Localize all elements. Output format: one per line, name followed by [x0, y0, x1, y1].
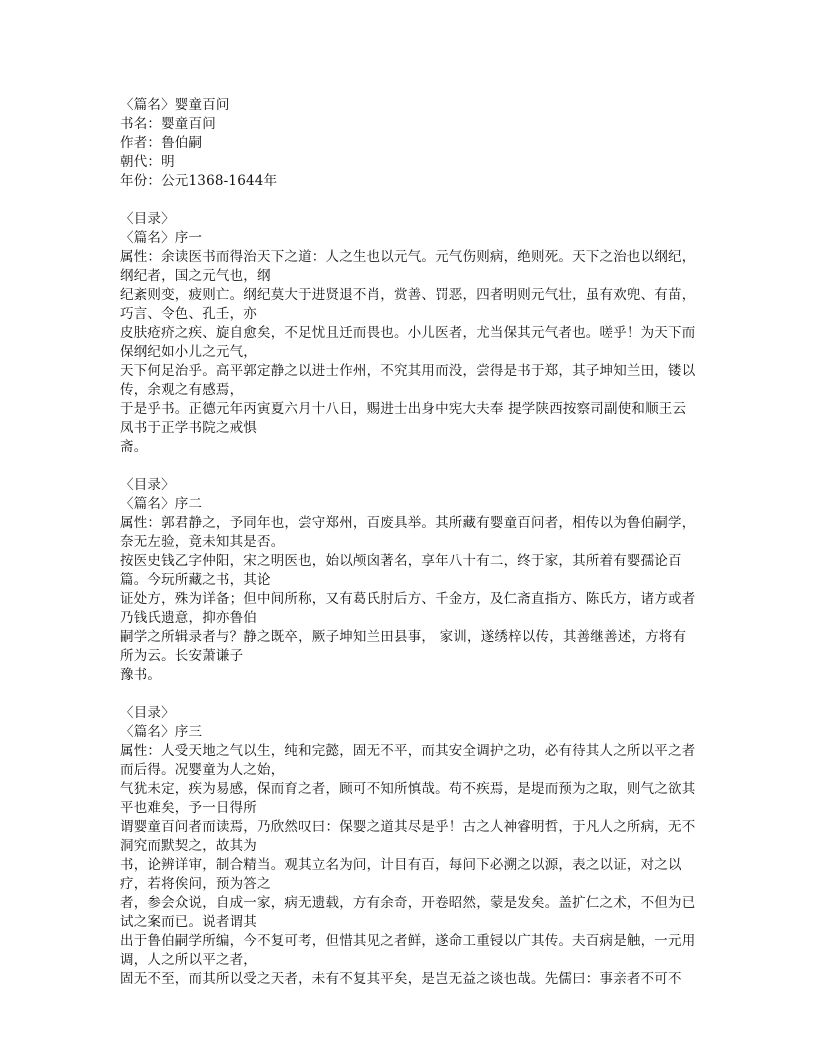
header-block — [120, 96, 696, 191]
section-title: 〈篇名〉序一 — [120, 230, 203, 246]
paragraph-line: 属性：人受天地之气以生，纯和完懿，固无不平，而其安全调护之功，必有待其人之所以平之者而后得。况婴童为人之始， — [120, 743, 696, 778]
spacer — [120, 685, 696, 704]
section-preface-1 — [120, 210, 696, 457]
author: 作者：鲁伯嗣 — [120, 135, 203, 151]
paragraph-line: 天下何足治乎。高平郭定静之以进士作州，不究其用而没，尝得是书于郑，其子坤知兰田，镂以传，余观之有感焉， — [120, 363, 696, 398]
section-preface-3 — [120, 704, 696, 989]
section-preface-2 — [120, 476, 696, 685]
paragraph-line: 属性：郭君静之，予同年也，尝守郑州，百废具举。其所藏有婴童百问者，相传以为鲁伯嗣学，奈无左验，竟未知其是否。 — [120, 515, 696, 550]
toc-label: 〈目录〉 — [120, 477, 175, 493]
paragraph-line: 证处方，殊为详备；但中间所称，又有葛氏肘后方、千金方，及仁斋直指方、陈氏方，诸方或者乃钱氏遗意，抑亦鲁伯 — [120, 591, 696, 626]
paragraph-line: 斋。 — [120, 439, 148, 455]
paragraph-line: 属性：余读医书而得治天下之道：人之生也以元气。元气伤则病，绝则死。天下之治也以纲纪，纲纪者，国之元气也，纲 — [120, 249, 696, 284]
dynasty: 朝代：明 — [120, 154, 175, 170]
paragraph-line: 纪紊则变，疲则亡。纲纪莫大于进贤退不肖，赏善、罚恶，四者明则元气壮，虽有欢兜、有苗，巧言、令色、孔壬，亦 — [120, 287, 696, 322]
paragraph-line: 于是乎书。正德元年丙寅夏六月十八日，赐进士出身中宪大夫奉 提学陕西按察司副使和顺王云凤书于正学书院之戒惧 — [120, 401, 687, 436]
chapter-title: 〈篇名〉婴童百问 — [120, 97, 230, 113]
paragraph-line: 嗣学之所辑录者与？静之既卒，厥子坤知兰田县事， 家训，遂绣梓以传，其善继善述，方将有所为云。长安萧谦子 — [120, 629, 687, 664]
paragraph-line: 皮肤疮疥之疾、旋自愈矣，不足忧且迁而畏也。小儿医者，尤当保其元气者也。嗟乎！为天下而保纲纪如小儿之元气， — [120, 325, 696, 360]
section-title: 〈篇名〉序二 — [120, 496, 203, 512]
paragraph-line: 按医史钱乙字仲阳，宋之明医也，始以颅囟著名，享年八十有二，终于家，其所着有婴孺论百篇。今玩所藏之书，其论 — [120, 553, 682, 588]
paragraph-line: 固无不至，而其所以受之天者，未有不复其平矣，是岂无益之谈也哉。先儒曰：事亲者不可不 — [120, 971, 682, 987]
toc-label: 〈目录〉 — [120, 211, 175, 227]
spacer — [120, 457, 696, 476]
paragraph-line: 谓婴童百问者而读焉，乃欣然叹曰：保婴之道其尽是乎！古之人神睿明哲，于凡人之所病，无不洞究而默契之，故其为 — [120, 819, 696, 854]
spacer — [120, 191, 696, 210]
paragraph-line: 出于鲁伯嗣学所编，今不复可考，但惜其见之者鲜，遂命工重锓以广其传。夫百病是触，一元用调，人之所以平之者， — [120, 933, 696, 968]
paragraph-line: 气犹未定，疾为易感，保而育之者，顾可不知所慎哉。苟不疾焉，是堤而预为之取，则气之欲其平也难矣，予一日得所 — [120, 781, 696, 816]
document-page — [120, 96, 696, 989]
paragraph-line: 书，论辨详审，制合精当。观其立名为问，计目有百，每问下必溯之以源，表之以证，对之以疗，若将俟问，预为答之 — [120, 857, 682, 892]
paragraph-line: 者，参会众说，自成一家，病无遗载，方有余奇，开卷昭然，蒙是发矣。盖扩仁之术，不但为已试之案而已。说者谓其 — [120, 895, 696, 930]
book-name: 书名：婴童百问 — [120, 116, 216, 132]
toc-label: 〈目录〉 — [120, 705, 175, 721]
paragraph-line: 豫书。 — [120, 667, 162, 683]
section-title: 〈篇名〉序三 — [120, 724, 203, 740]
year: 年份：公元1368-1644年 — [120, 173, 278, 189]
